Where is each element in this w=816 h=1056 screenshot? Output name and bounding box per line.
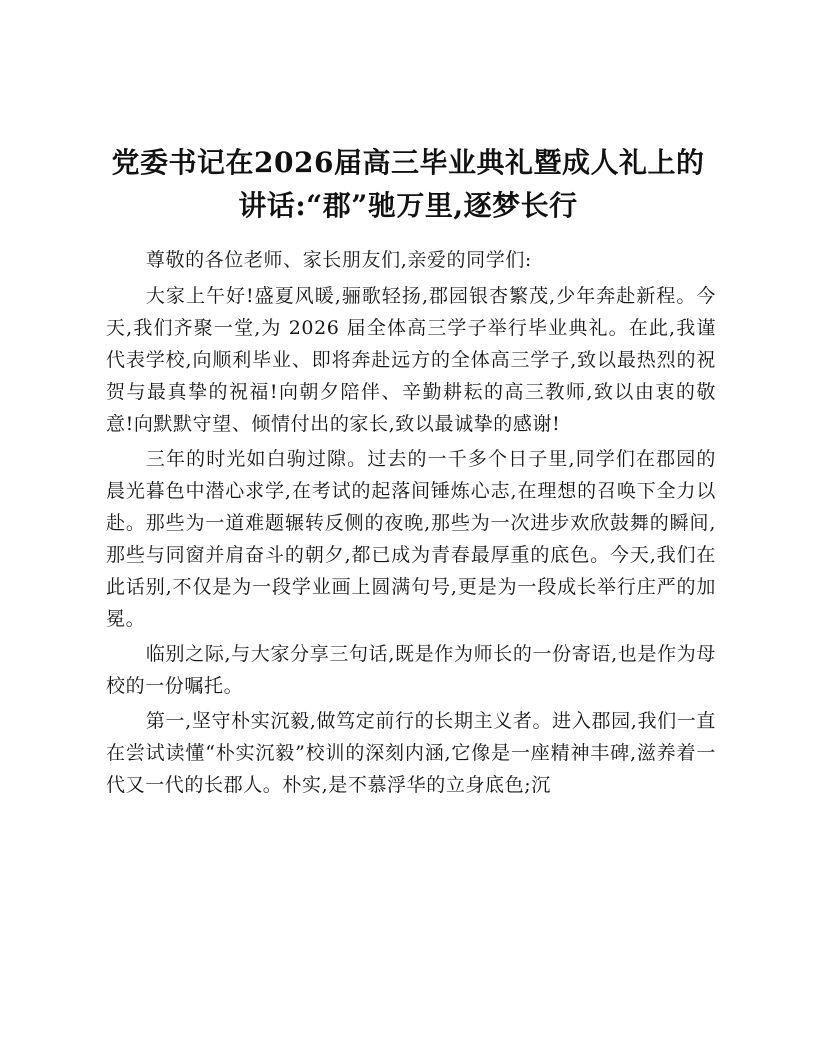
body-paragraph: 第一,坚守朴实沉毅,做笃定前行的长期主义者。进入郡园,我们一直在尝试读懂“朴实沉毅”校训的深刻内涵,它像是一座精神丰碑,滋养着一代又一代的长郡人。朴实,是不慕浮华的立身底色;沉 — [106, 710, 716, 796]
document-body — [106, 244, 716, 804]
body-paragraph: 大家上午好!盛夏风暖,骊歌轻扬,郡园银杏繁茂,少年奔赴新程。今天,我们齐聚一堂,为 2026 届全体高三学子举行毕业典礼。在此,我谨代表学校,向顺利毕业、即将奔赴远方的全体高三学子,致以最热烈的祝贺与最真挚的祝福!向朝夕陪伴、辛勤耕耘的高三教师,致以由衷的敬意!向默默守望、倾情付出的家长,致以最诚挚的感谢! — [106, 285, 716, 435]
body-paragraph: 三年的时光如白驹过隙。过去的一千多个日子里,同学们在郡园的晨光暮色中潜心求学,在考试的起落间锤炼心志,在理想的召唤下全力以赴。那些为一道难题辗转反侧的夜晚,那些为一次进步欢欣鼓舞的瞬间,那些与同窗并肩奋斗的朝夕,都已成为青春最厚重的底色。今天,我们在此话别,不仅是为一段学业画上圆满句号,更是为一段成长举行庄严的加冕。 — [106, 448, 716, 630]
document-title — [88, 141, 728, 227]
salutation-paragraph: 尊敬的各位老师、家长朋友们,亲爱的同学们: — [145, 249, 532, 271]
title-line-2: 讲话:“郡”驰万里,逐梦长行 — [238, 189, 578, 222]
title-line-1: 党委书记在2026届高三毕业典礼暨成人礼上的 — [111, 146, 705, 179]
body-paragraph: 临别之际,与大家分享三句话,既是作为师长的一份寄语,也是作为母校的一份嘱托。 — [106, 643, 716, 697]
